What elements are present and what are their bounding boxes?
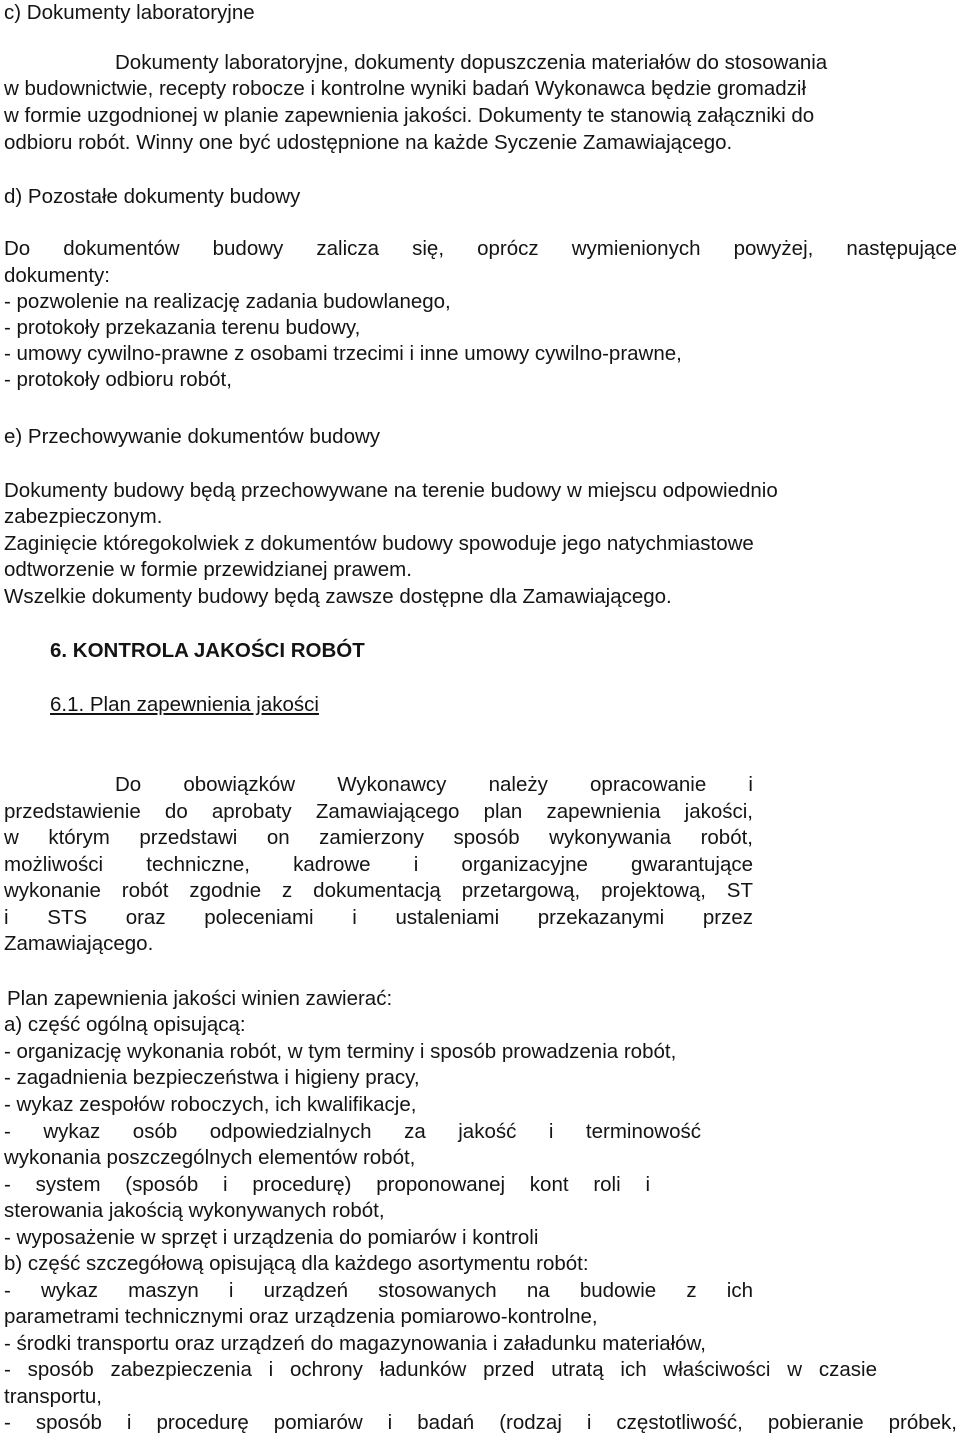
paragraph-line: i STS oraz poleceniami i ustaleniami przekazanymi przez xyxy=(4,906,753,929)
list-item: - organizację wykonania robót, w tym terminy i sposób prowadzenia robót, xyxy=(4,1040,677,1063)
paragraph-line: możliwości techniczne, kadrowe i organizacyjne gwarantujące xyxy=(4,853,753,876)
paragraph-line: b) część szczegółową opisującą dla każdego asortymentu robót: xyxy=(4,1252,589,1275)
section-d-heading: d) Pozostałe dokumenty budowy xyxy=(4,185,301,208)
list-item: - sposób i procedurę pomiarów i badań (rodzaj i częstotliwość, pobieranie próbek, xyxy=(4,1411,957,1434)
section-c-heading: c) Dokumenty laboratoryjne xyxy=(4,1,255,24)
paragraph-line: w którym przedstawi on zamierzony sposób wykonywania robót, xyxy=(4,826,753,849)
list-item: - środki transportu oraz urządzeń do magazynowania i załadunku materiałów, xyxy=(4,1332,706,1355)
paragraph-line: wykonania poszczególnych elementów robót, xyxy=(4,1146,416,1169)
list-item: - wyposażenie w sprzęt i urządzenia do pomiarów i kontroli xyxy=(4,1226,539,1249)
paragraph-line: odbioru robót. Winny one być udostępnione na każde Syczenie Zamawiającego. xyxy=(4,131,733,154)
list-item: - zagadnienia bezpieczeństwa i higieny pracy, xyxy=(4,1066,420,1089)
paragraph-line: transportu, xyxy=(4,1385,102,1408)
list-item: - wykaz osób odpowiedzialnych za jakość i terminowość xyxy=(4,1120,701,1143)
paragraph-line: Do dokumentów budowy zalicza się, oprócz wymienionych powyżej, następujące xyxy=(4,237,957,260)
paragraph-line: Dokumenty laboratoryjne, dokumenty dopuszczenia materiałów do stosowania xyxy=(115,51,828,74)
list-item: - system (sposób i procedurę) proponowanej kont roli i xyxy=(4,1173,650,1196)
paragraph-line: a) część ogólną opisującą: xyxy=(4,1013,246,1036)
paragraph-line: Do obowiązków Wykonawcy należy opracowanie i xyxy=(115,773,753,796)
paragraph-line: przedstawienie do aprobaty Zamawiającego plan zapewnienia jakości, xyxy=(4,800,753,823)
list-item: - sposób zabezpieczenia i ochrony ładunków przed utratą ich właściwości w czasie xyxy=(4,1358,877,1381)
section-e-heading: e) Przechowywanie dokumentów budowy xyxy=(4,425,381,448)
paragraph-line: odtworzenie w formie przewidzianej prawem. xyxy=(4,558,412,581)
paragraph-line: w formie uzgodnionej w planie zapewnienia jakości. Dokumenty te stanowią załączniki do xyxy=(4,104,815,127)
paragraph-line: Dokumenty budowy będą przechowywane na terenie budowy w miejscu odpowiednio xyxy=(4,479,778,502)
section-6-1-subheading: 6.1. Plan zapewnienia jakości xyxy=(50,693,319,716)
paragraph-line: parametrami technicznymi oraz urządzenia pomiarowo-kontrolne, xyxy=(4,1305,598,1328)
section-6-heading: 6. KONTROLA JAKOŚCI ROBÓT xyxy=(50,639,365,662)
list-item: - protokoły odbioru robót, xyxy=(4,368,232,391)
list-item: - protokoły przekazania terenu budowy, xyxy=(4,316,361,339)
list-item: - wykaz zespołów roboczych, ich kwalifikacje, xyxy=(4,1093,417,1116)
paragraph-line: w budownictwie, recepty robocze i kontrolne wyniki badań Wykonawca będzie gromadził xyxy=(4,77,806,100)
list-item: - umowy cywilno-prawne z osobami trzecimi i inne umowy cywilno-prawne, xyxy=(4,342,682,365)
paragraph-line: wykonanie robót zgodnie z dokumentacją przetargową, projektową, ST xyxy=(4,879,753,902)
paragraph-line: Plan zapewnienia jakości winien zawierać: xyxy=(7,987,393,1010)
paragraph-line: sterowania jakością wykonywanych robót, xyxy=(4,1199,385,1222)
paragraph-line: dokumenty: xyxy=(4,264,110,287)
list-item: - wykaz maszyn i urządzeń stosowanych na budowie z ich xyxy=(4,1279,753,1302)
paragraph-line: Zamawiającego. xyxy=(4,932,154,955)
paragraph-line: Zaginięcie któregokolwiek z dokumentów budowy spowoduje jego natychmiastowe xyxy=(4,532,754,555)
list-item: - pozwolenie na realizację zadania budowlanego, xyxy=(4,290,451,313)
paragraph-line: zabezpieczonym. xyxy=(4,505,163,528)
paragraph-line: Wszelkie dokumenty budowy będą zawsze dostępne dla Zamawiającego. xyxy=(4,585,672,608)
